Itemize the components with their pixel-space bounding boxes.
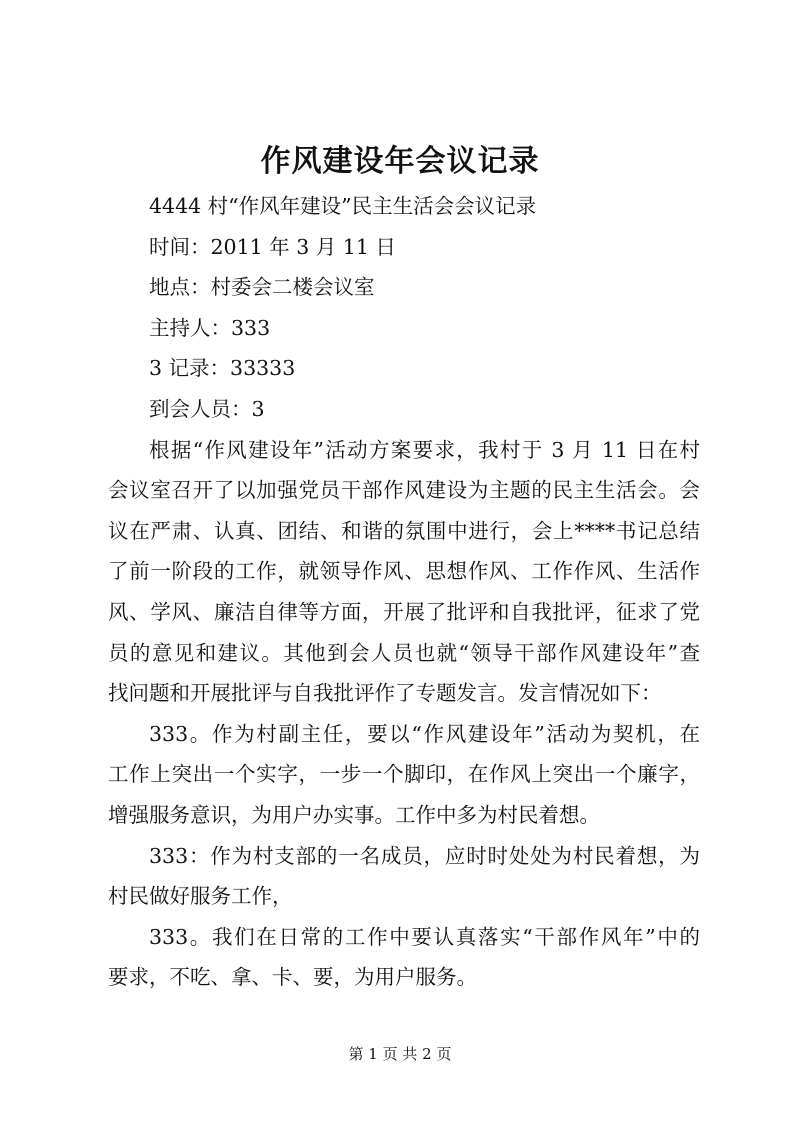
paragraph-intro bbox=[108, 430, 700, 714]
paragraph-speech-2 bbox=[108, 836, 700, 917]
paragraph-line: 会议室召开了以加强党员干部作风建设为主题的民主生活会。会 bbox=[108, 478, 700, 503]
header-line-time: 时间：2011 年 3 月 11 日 bbox=[149, 234, 396, 259]
page-footer: 第 1 页 共 2 页 bbox=[348, 1045, 452, 1063]
paragraph-line: 要求，不吃、拿、卡、要，为用户服务。 bbox=[108, 965, 477, 990]
document-title: 作风建设年会议记录 bbox=[260, 144, 540, 179]
header-line-host: 主持人：333 bbox=[149, 315, 271, 340]
paragraph-line: 工作上突出一个实字，一步一个脚印，在作风上突出一个廉字， bbox=[108, 762, 700, 787]
paragraph-line: 333：作为村支部的一名成员，应时时处处为村民着想，为 bbox=[149, 843, 700, 868]
header-line-recorder: 3 记录：33333 bbox=[149, 356, 296, 381]
paragraph-speech-1 bbox=[108, 714, 700, 836]
paragraph-line: 风、学风、廉洁自律等方面，开展了批评和自我批评，征求了党 bbox=[108, 599, 700, 624]
paragraph-line: 333。作为村副主任，要以“作风建设年”活动为契机，在 bbox=[149, 721, 700, 746]
header-line-attendees: 到会人员：3 bbox=[149, 396, 265, 421]
paragraph-line: 村民做好服务工作， bbox=[108, 884, 293, 909]
paragraph-line: 333。我们在日常的工作中要认真落实“干部作风年”中的 bbox=[149, 924, 700, 949]
paragraph-line: 议在严肃、认真、团结、和谐的氛围中进行，会上****书记总结 bbox=[108, 518, 700, 543]
paragraph-line: 员的意见和建议。其他到会人员也就“领导干部作风建设年”查 bbox=[108, 640, 700, 665]
header-line-location: 地点：村委会二楼会议室 bbox=[149, 275, 375, 300]
paragraph-line: 增强服务意识，为用户办实事。工作中多为村民着想。 bbox=[108, 802, 600, 827]
paragraph-speech-3 bbox=[108, 917, 700, 998]
paragraph-line: 根据“作风建设年”活动方案要求，我村于 3 月 11 日在村 bbox=[149, 437, 700, 462]
paragraph-line: 找问题和开展批评与自我批评作了专题发言。发言情况如下： bbox=[108, 681, 662, 706]
paragraph-line: 了前一阶段的工作，就领导作风、思想作风、工作作风、生活作 bbox=[108, 559, 700, 584]
document-body bbox=[108, 186, 700, 998]
header-line-village: 4444 村“作风年建设”民主生活会会议记录 bbox=[149, 194, 537, 218]
